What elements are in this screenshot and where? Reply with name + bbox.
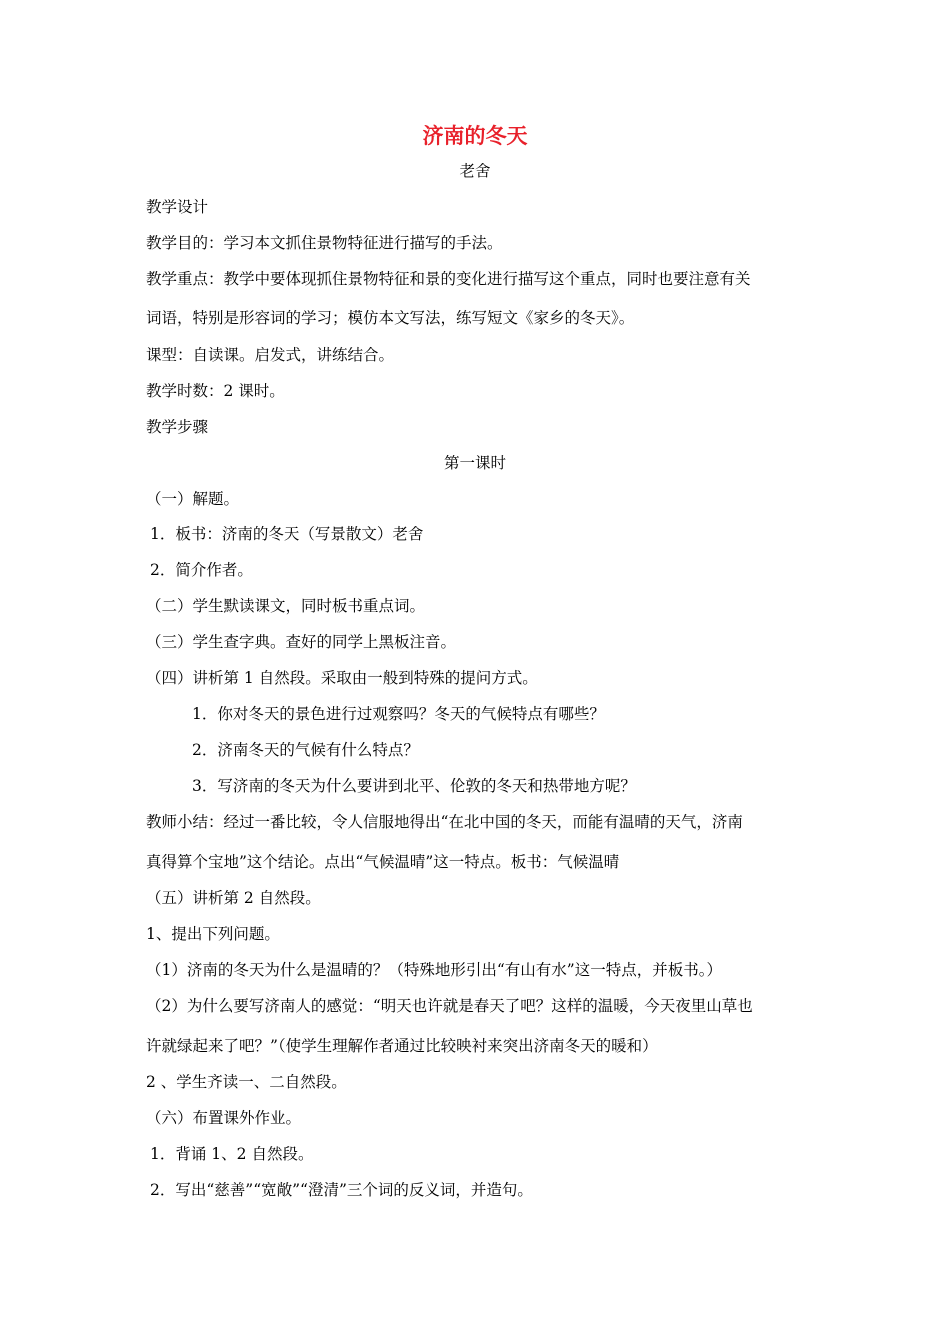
text-line: 2．简介作者。 [150,561,253,579]
text-line: 教学时数：2 课时。 [146,382,285,400]
text-line: 教学目的：学习本文抓住景物特征进行描写的手法。 [146,234,503,252]
text-line: 2．济南冬天的气候有什么特点？ [192,741,419,759]
text-line: 许就绿起来了吧？”（使学生理解作者通过比较映衬来突出济南冬天的暖和） [146,1037,658,1055]
text-line: 1．你对冬天的景色进行过观察吗？冬天的气候特点有哪些？ [192,705,605,723]
text-line: 1、提出下列问题。 [146,925,280,943]
text-line: 3．写济南的冬天为什么要讲到北平、伦敦的冬天和热带地方呢？ [192,777,636,795]
text-line: 1．板书：济南的冬天（写景散文）老舍 [150,525,424,543]
text-line: （五）讲析第 2 自然段。 [146,889,321,907]
text-line: 1．背诵 1、2 自然段。 [150,1145,314,1163]
text-line: 2 、学生齐读一、二自然段。 [146,1073,347,1091]
text-line: （四）讲析第 1 自然段。采取由一般到特殊的提问方式。 [146,669,538,687]
text-line: （2）为什么要写济南人的感觉：“明天也许就是春天了吧？这样的温暖，今天夜里山草也 [146,997,753,1015]
text-line: 词语，特别是形容词的学习；模仿本文写法，练写短文《家乡的冬天》。 [146,309,635,327]
text-line: 教学设计 [146,198,209,216]
text-line: 教师小结：经过一番比较，令人信服地得出“在北中国的冬天，而能有温晴的天气，济南 [146,813,743,831]
text-line: （一）解题。 [146,490,240,508]
document-author: 老舍 [459,162,491,180]
text-line: 2．写出“慈善”“宽敞”“澄清”三个词的反义词，并造句。 [150,1181,533,1199]
document-title: 济南的冬天 [422,124,528,148]
text-line: 教学重点：教学中要体现抓住景物特征和景的变化进行描写这个重点，同时也要注意有关 [146,270,751,288]
text-line: 真得算个宝地”这个结论。点出“气候温晴”这一特点。板书：气候温晴 [146,853,620,871]
text-line: （二）学生默读课文，同时板书重点词。 [146,597,426,615]
text-line: （六）布置课外作业。 [146,1109,302,1127]
text-line: （1）济南的冬天为什么是温晴的？（特殊地形引出“有山有水”这一特点，并板书。） [146,961,722,979]
text-line: 课型：自读课。启发式，讲练结合。 [146,346,395,364]
section-heading: 第一课时 [443,454,506,472]
text-line: （三）学生查字典。查好的同学上黑板注音。 [146,633,457,651]
text-line: 教学步骤 [146,418,209,436]
